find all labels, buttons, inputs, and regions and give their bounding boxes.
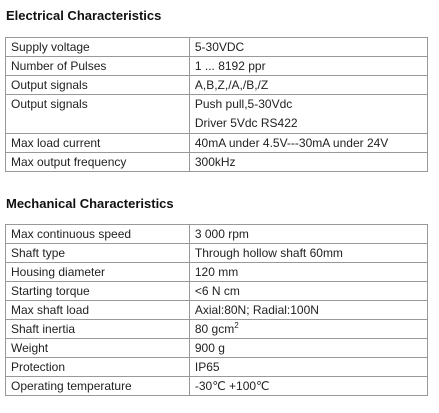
- spec-value: 3 000 rpm: [189, 225, 427, 244]
- table-row: [6, 339, 428, 358]
- spec-value-multiline: [189, 95, 427, 134]
- table-row: [6, 263, 428, 282]
- spec-value-line: Driver 5Vdc RS422: [194, 116, 298, 130]
- spec-value: -30℃ +100℃: [189, 377, 427, 396]
- spec-label: Max shaft load: [6, 301, 190, 320]
- spec-value: 40mA under 4.5V---30mA under 24V: [189, 134, 427, 153]
- spec-label: Housing diameter: [6, 263, 190, 282]
- spec-value: IP65: [189, 358, 427, 377]
- table-row: [6, 153, 428, 172]
- spec-label: Supply voltage: [6, 38, 190, 57]
- spec-label: Operating temperature: [6, 377, 190, 396]
- spec-label: Starting torque: [6, 282, 190, 301]
- table-row: [6, 95, 428, 134]
- electrical-characteristics-table: [5, 37, 428, 172]
- table-row: [6, 244, 428, 263]
- spec-value: 1 ... 8192 ppr: [189, 57, 427, 76]
- spec-value: 120 mm: [189, 263, 427, 282]
- spec-label: Protection: [6, 358, 190, 377]
- spec-value: Through hollow shaft 60mm: [189, 244, 427, 263]
- spec-label: Output signals: [6, 76, 190, 95]
- spec-label: Max continuous speed: [6, 225, 190, 244]
- spec-value-line: Push pull,5-30Vdc: [194, 97, 293, 111]
- spec-value: 300kHz: [189, 153, 427, 172]
- table-row: [6, 301, 428, 320]
- spec-label: Weight: [6, 339, 190, 358]
- table-row: [6, 134, 428, 153]
- table-row: [6, 38, 428, 57]
- spec-label: Shaft inertia: [6, 320, 190, 339]
- table-row: [6, 57, 428, 76]
- spec-value-superscript: 2: [234, 321, 239, 330]
- table-row: [6, 320, 428, 339]
- table-row: [6, 358, 428, 377]
- table-row: [6, 282, 428, 301]
- spec-value-text: 80 gcm: [194, 322, 235, 336]
- mechanical-characteristics-table: [5, 224, 428, 396]
- table-row: [6, 225, 428, 244]
- spec-value: 900 g: [189, 339, 427, 358]
- spec-label: Shaft type: [6, 244, 190, 263]
- table-row: [6, 377, 428, 396]
- spec-value: A,B,Z,/A,/B,/Z: [189, 76, 427, 95]
- electrical-section-title: Electrical Characteristics: [6, 8, 162, 23]
- spec-label: Number of Pulses: [6, 57, 190, 76]
- spec-label: Max output frequency: [6, 153, 190, 172]
- spec-value: Axial:80N; Radial:100N: [189, 301, 427, 320]
- spec-value: 5-30VDC: [189, 38, 427, 57]
- spec-value: <6 N cm: [189, 282, 427, 301]
- spec-value: [189, 320, 427, 339]
- mechanical-section-title: Mechanical Characteristics: [6, 196, 174, 211]
- table-row: [6, 76, 428, 95]
- spec-label: Max load current: [6, 134, 190, 153]
- spec-label: Output signals: [6, 95, 190, 134]
